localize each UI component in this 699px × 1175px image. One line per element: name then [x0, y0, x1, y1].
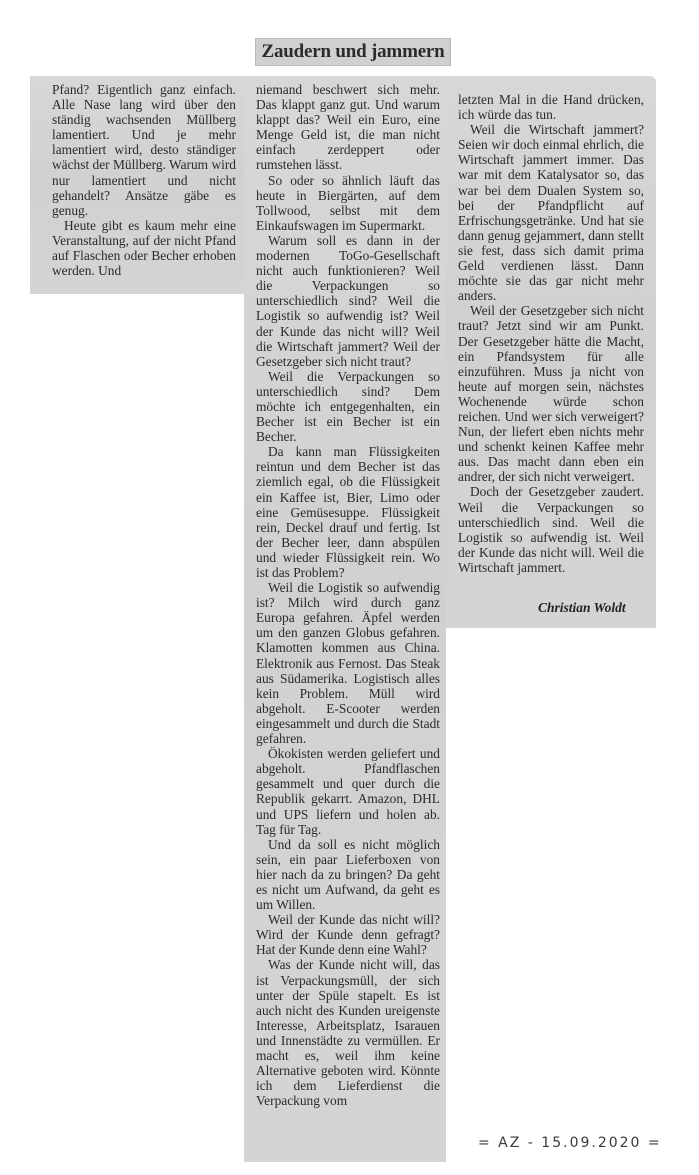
article-headline: Zaudern und jammern — [255, 38, 451, 66]
paragraph: Weil der Kunde das nicht will? Wird der Kunde denn gefragt? Hat der Kunde denn eine Wahl? — [256, 912, 440, 958]
source-date-footer: = AZ - 15.09.2020 = — [478, 1135, 662, 1151]
author-signature: Christian Woldt — [538, 600, 626, 615]
paragraph: Pfand? Eigentlich ganz einfach. Alle Nase lang wird über den ständig wachsenden Müllberg lamentiert. Und je mehr lamentiert wird, desto ständiger wächst der Müllberg. Warum wird nur lamentiert und nicht gehandelt? Ansätze gäbe es genug. — [52, 82, 236, 218]
paragraph: Ökokisten werden geliefert und abgeholt. Pfandflaschen gesammelt und quer durch die Republik gekarrt. Amazon, DHL und UPS liefern und holen ab. Tag für Tag. — [256, 746, 440, 837]
paragraph: Weil der Gesetzgeber sich nicht traut? Jetzt sind wir am Punkt. Der Gesetzgeber hätte die Macht, ein Pfandsystem für alle einzuführen. Muss ja nicht von heute auf morgen sein, nächstes Wochenende würde schon reichen. Und wer sich verweigert? Nun, der liefert eben nichts mehr und schenkt keinen Kaffee mehr aus. Das macht dann eben ein andrer, der sich nicht verweigert. — [458, 303, 644, 485]
paragraph: Warum soll es dann in der modernen ToGo-Gesellschaft nicht auch funktionieren? Weil die Verpackungen so unterschiedlich sind? Weil die Logistik so aufwendig ist? Weil der Kunde das nicht will? Weil die Wirtschaft jammert? Weil der Gesetzgeber sich nicht traut? — [256, 232, 440, 369]
paragraph: So oder so ähnlich läuft das heute in Biergärten, auf dem Tollwood, selbst mit dem Einkaufswagen im Supermarkt. — [256, 172, 440, 233]
article-column-left — [52, 82, 236, 278]
paragraph: niemand beschwert sich mehr. Das klappt ganz gut. Und warum klappt das? Weil ein Euro, eine Menge Geld ist, die man nicht einfach zerdeppert oder rumstehen lässt. — [256, 82, 440, 173]
paragraph: Da kann man Flüssigkeiten reintun und dem Becher ist das ziemlich egal, ob die Flüssigkeit ein Kaffee ist, Bier, Limo oder eine Gemüsesuppe. Flüssigkeit rein, Deckel drauf und fertig. Ist der Becher leer, dann abspülen und wieder Flüssigkeit rein. Wo ist das Problem? — [256, 444, 440, 580]
paragraph: letzten Mal in die Hand drücken, ich würde das tun. — [458, 92, 644, 123]
paragraph: Heute gibt es kaum mehr eine Veranstaltung, auf der nicht Pfand auf Flaschen oder Becher erhoben werden. Und — [52, 217, 236, 279]
article-column-middle — [256, 82, 440, 1108]
paragraph: Und da soll es nicht möglich sein, ein paar Lieferboxen von hier nach da zu bringen? Da geht es nicht um Aufwand, da geht es um Willen. — [256, 836, 440, 913]
article-column-right — [458, 92, 644, 575]
paragraph: Doch der Gesetzgeber zaudert. Weil die Verpackungen so unterschiedlich sind. Weil die Logistik so aufwendig ist. Weil der Kunde das nicht will. Weil die Wirtschaft jammert. — [458, 484, 644, 575]
paragraph: Weil die Logistik so aufwendig ist? Milch wird durch ganz Europa gefahren. Äpfel werden um den ganzen Globus gefahren. Klamotten kommen aus China. Elektronik aus Fernost. Das Steak aus Südamerika. Logistisch alles kein Problem. Müll wird abgeholt. E-Scooter werden eingesammelt und durch die Stadt gefahren. — [256, 580, 440, 747]
paragraph: Weil die Verpackungen so unterschiedlich sind? Dem möchte ich entgegenhalten, ein Becher ist ein Becher ist ein Becher. — [256, 368, 440, 445]
paragraph: Weil die Wirtschaft jammert? Seien wir doch einmal ehrlich, die Wirtschaft jammert immer. Das war mit dem Katalysator so, das war bei dem Dualen System so, bei der Pfandpflicht auf Erfrischungsgetränke. Und hat sie dann genug gejammert, dann stellt sie fest, dass sich damit prima Geld verdienen lässt. Dann möchte sie das gar nicht mehr anders. — [458, 122, 644, 304]
paragraph: Was der Kunde nicht will, das ist Verpackungsmüll, der sich unter der Spüle stapelt. Es ist auch nicht des Kunden ureigenste Interesse, Arbeitsplatz, Isarauen und Innenstädte zu vermüllen. Er macht es, weil ihm keine Alternative geboten wird. Könnte ich dem Lieferdienst die Verpackung vom — [256, 957, 440, 1109]
